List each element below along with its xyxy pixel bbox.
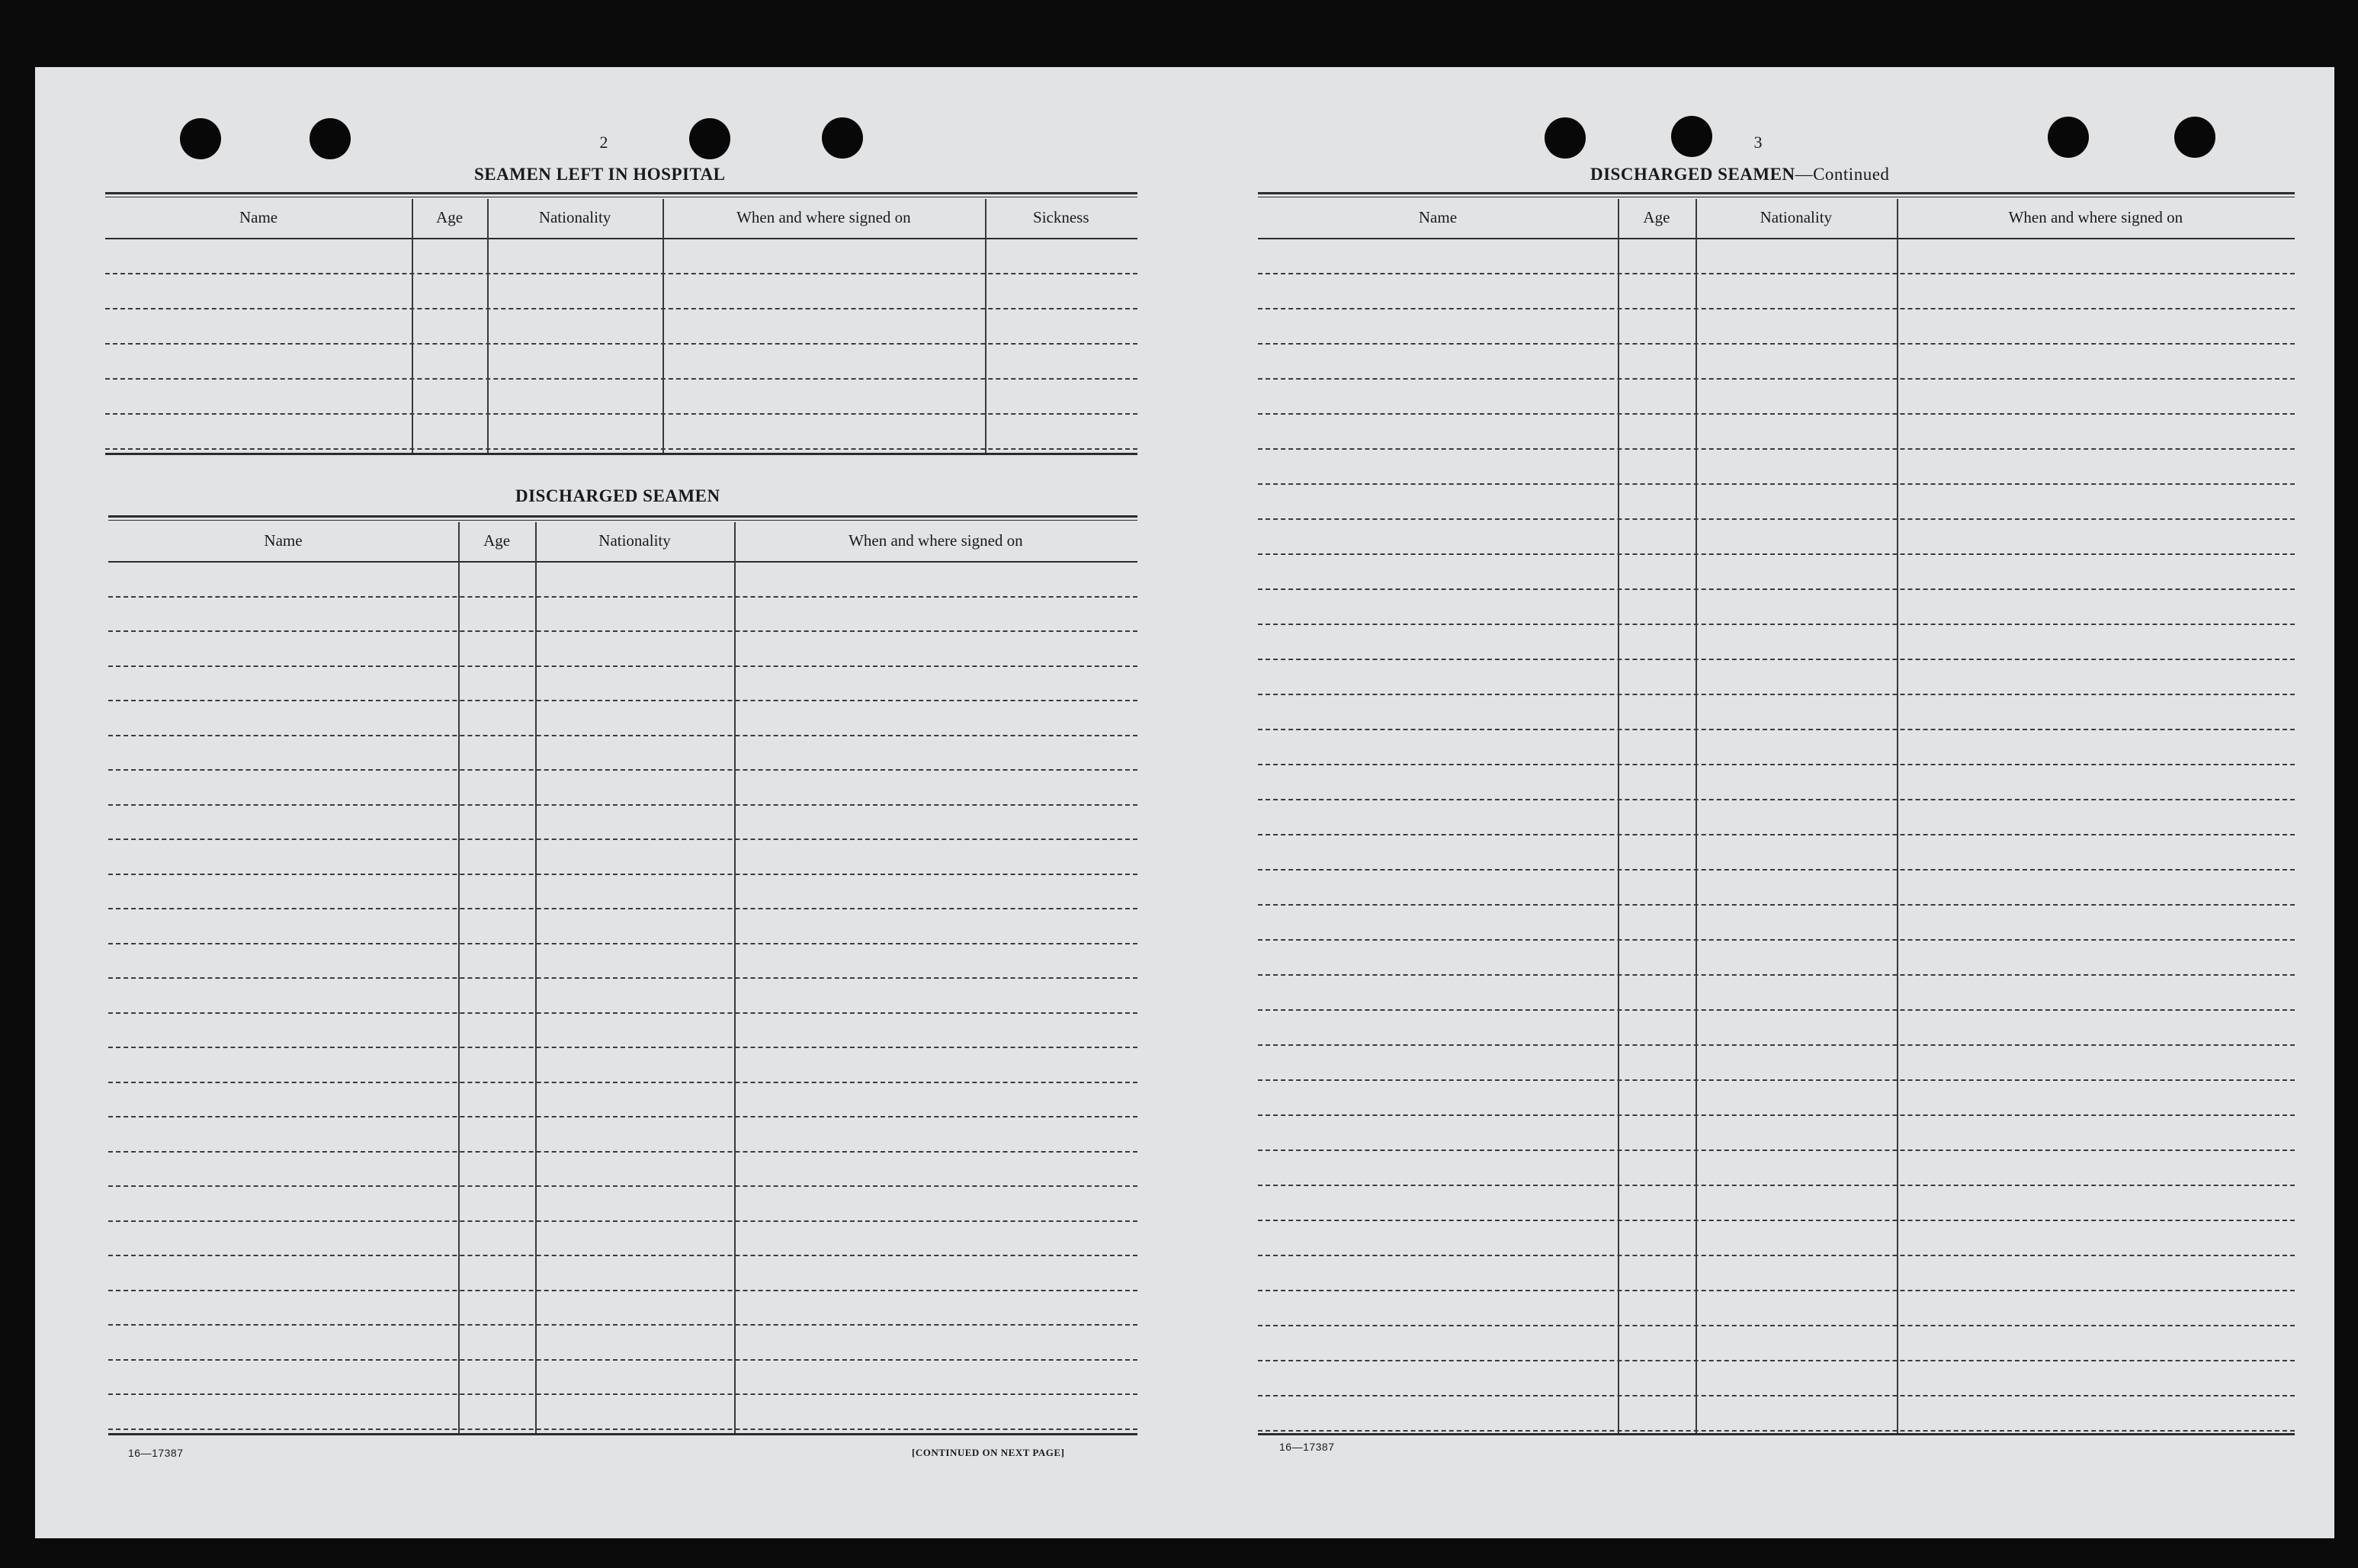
table-row (1258, 659, 2295, 660)
page-number-right: 3 (1753, 133, 1763, 152)
table-row (1258, 588, 2295, 590)
table-row (105, 343, 1137, 345)
table-row (1258, 1079, 2295, 1081)
table-row (1258, 448, 2295, 450)
table-row (105, 273, 1137, 274)
discharged-section-title: DISCHARGED SEAMEN (515, 486, 720, 505)
column-header: Name (1418, 208, 1458, 226)
table-row (108, 1290, 1137, 1291)
table-row (1258, 1150, 2295, 1151)
discharged-continued-title (1590, 165, 1889, 184)
table-row (108, 630, 1137, 632)
table-row (108, 908, 1137, 909)
table-row (1258, 343, 2295, 345)
table-row (1258, 553, 2295, 555)
column-header: Nationality (598, 531, 671, 550)
column-header: Nationality (538, 208, 611, 226)
header-rule (108, 561, 1137, 563)
column-divider (535, 522, 537, 1433)
table-row (108, 839, 1137, 840)
table-row (1258, 764, 2295, 765)
table-row (1258, 694, 2295, 695)
table-row (108, 1324, 1137, 1326)
column-divider (1618, 199, 1619, 1433)
punch-hole (310, 118, 351, 159)
discharged-continued-title-suffix: —Continued (1795, 165, 1890, 184)
top-rule-inner (108, 520, 1137, 521)
table-row (1258, 1044, 2295, 1046)
table-row (1258, 799, 2295, 800)
table-row (1258, 1430, 2295, 1432)
punch-hole (689, 118, 730, 159)
punch-hole (2174, 117, 2215, 158)
table-row (1258, 483, 2295, 485)
table-row (108, 1359, 1137, 1361)
table-row (1258, 413, 2295, 415)
column-header: Age (1643, 208, 1670, 226)
punch-hole (1671, 116, 1712, 157)
table-row (1258, 1009, 2295, 1011)
table-row (105, 378, 1137, 380)
hospital-table (105, 192, 1137, 535)
table-row (1258, 1220, 2295, 1221)
table-row (108, 700, 1137, 701)
table-row (1258, 308, 2295, 309)
top-rule (1258, 192, 2295, 194)
table-row (108, 1047, 1137, 1048)
discharged-continued-table (1258, 192, 2295, 1503)
column-divider (412, 199, 413, 453)
table-row (108, 804, 1137, 806)
bottom-rule (1258, 1433, 2295, 1435)
discharged-continued-title-main: DISCHARGED SEAMEN (1590, 165, 1795, 184)
hospital-section-title: SEAMEN LEFT IN HOSPITAL (474, 165, 726, 184)
column-divider (1897, 199, 1898, 1433)
table-row (108, 1151, 1137, 1153)
table-row (105, 413, 1137, 415)
column-divider (662, 199, 664, 453)
form-code-right: 16—17387 (1279, 1441, 1335, 1453)
top-rule (105, 192, 1137, 194)
table-row (108, 1393, 1137, 1395)
table-row (1258, 624, 2295, 625)
table-row (1258, 729, 2295, 730)
table-row (108, 1116, 1137, 1117)
punch-hole (1545, 117, 1586, 159)
table-row (108, 1082, 1137, 1083)
punch-hole (180, 118, 221, 159)
table-row (108, 874, 1137, 875)
table-row (1258, 869, 2295, 871)
table-row (1258, 834, 2295, 835)
column-header: Age (436, 208, 464, 226)
column-header: Name (264, 531, 303, 550)
table-row (1258, 1360, 2295, 1361)
column-divider (1696, 199, 1697, 1433)
discharged-table (108, 515, 1137, 1505)
form-code-left: 16—17387 (128, 1447, 184, 1459)
table-row (1258, 1255, 2295, 1256)
table-row (108, 596, 1137, 598)
column-header: Age (483, 531, 511, 550)
table-row (108, 943, 1137, 944)
table-row (108, 665, 1137, 667)
bottom-rule (105, 453, 1137, 455)
table-row (1258, 904, 2295, 906)
punch-hole (2048, 117, 2089, 158)
table-row (105, 448, 1137, 450)
header-rule (1258, 238, 2295, 239)
table-row (1258, 1290, 2295, 1291)
column-divider (458, 522, 460, 1433)
table-row (1258, 974, 2295, 976)
table-row (1258, 1185, 2295, 1186)
column-header: When and where signed on (849, 531, 1023, 550)
header-rule (105, 238, 1137, 239)
table-row (108, 1429, 1137, 1430)
table-row (108, 1185, 1137, 1187)
table-row (1258, 939, 2295, 941)
table-row (105, 308, 1137, 309)
bottom-rule (108, 1433, 1137, 1435)
table-row (1258, 1325, 2295, 1326)
table-row (1258, 1395, 2295, 1396)
table-row (1258, 273, 2295, 274)
column-header: Sickness (1033, 208, 1089, 226)
column-divider (985, 199, 987, 453)
form-sheet (35, 67, 2334, 1538)
table-row (108, 1255, 1137, 1256)
table-row (1258, 518, 2295, 520)
table-row (1258, 1114, 2295, 1116)
table-row (1258, 378, 2295, 380)
continued-note: [CONTINUED ON NEXT PAGE] (912, 1447, 1065, 1458)
table-row (108, 1220, 1137, 1222)
table-row (108, 977, 1137, 979)
column-divider (487, 199, 489, 453)
table-row (108, 735, 1137, 736)
punch-hole (822, 117, 863, 159)
page-number-left: 2 (599, 133, 608, 152)
table-row (108, 1012, 1137, 1014)
table-row (108, 769, 1137, 771)
column-header: When and where signed on (736, 208, 911, 226)
top-rule (108, 515, 1137, 518)
column-header: Name (239, 208, 278, 226)
column-header: Nationality (1760, 208, 1833, 226)
column-header: When and where signed on (2008, 208, 2183, 226)
column-divider (734, 522, 736, 1433)
